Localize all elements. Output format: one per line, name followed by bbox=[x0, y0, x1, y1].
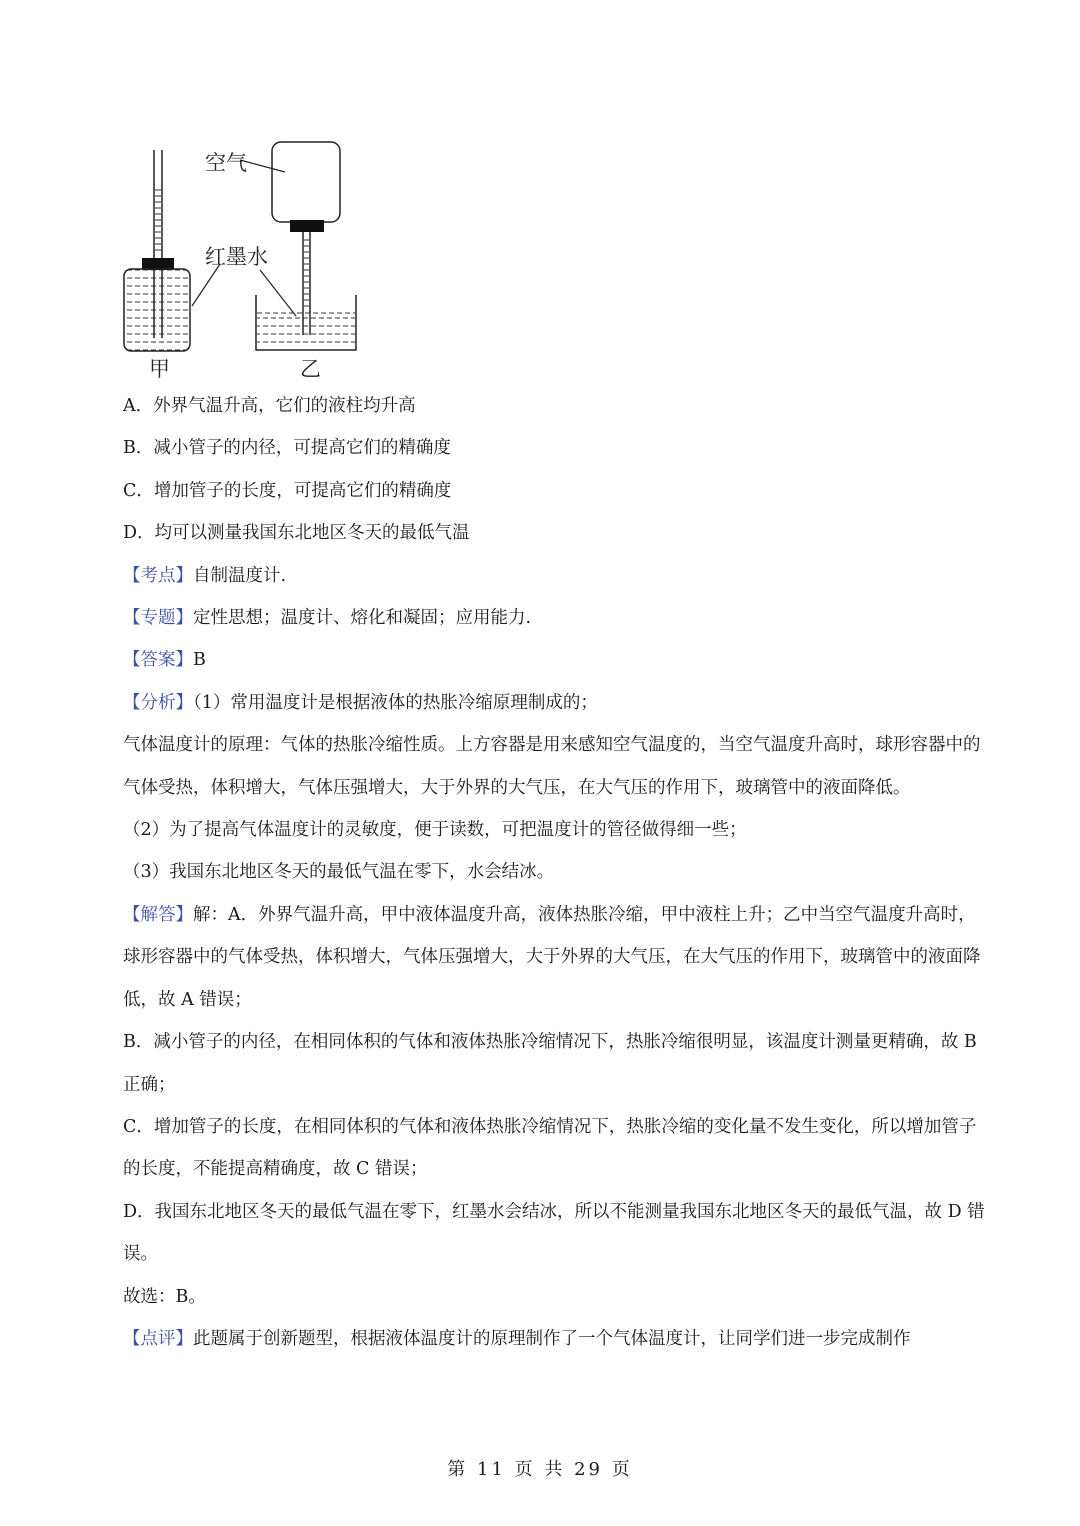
fenxi-p3: （2）为了提高气体温度计的灵敏度，便于读数，可把温度计的管径做得细一些； bbox=[123, 820, 747, 841]
label-jia: 甲 bbox=[149, 357, 170, 381]
zhuanti-section bbox=[123, 597, 993, 639]
option-d: D．均可以测量我国东北地区冬天的最低气温 bbox=[123, 523, 470, 544]
label-red-ink: 红墨水 bbox=[205, 245, 268, 269]
kaodian-text: 自制温度计. bbox=[193, 565, 287, 586]
jieda-b: B．减小管子的内径，在相同体积的气体和液体热胀冷缩情况下，热胀冷缩很明显，该温度计测量更精确，故 B 正确； bbox=[123, 1032, 977, 1095]
jieda-section bbox=[123, 894, 993, 1021]
fenxi-section bbox=[123, 682, 993, 724]
dianping-tag: 【点评】 bbox=[123, 1328, 193, 1349]
dianping-text: 此题属于创新题型，根据液体温度计的原理制作了一个气体温度计，让同学们进一步完成制作 bbox=[193, 1328, 911, 1349]
jieda-d: D．我国东北地区冬天的最低气温在零下，红墨水会结冰，所以不能测量我国东北地区冬天的最低气温，故 D 错误。 bbox=[123, 1201, 985, 1265]
jieda-conclusion: 故选：B。 bbox=[123, 1286, 206, 1307]
thermometer-figure bbox=[110, 130, 390, 380]
dianping-section bbox=[123, 1318, 993, 1360]
daan-section bbox=[123, 639, 993, 681]
option-c: C．增加管子的长度，可提高它们的精确度 bbox=[123, 480, 452, 501]
jieda-tag: 【解答】 bbox=[123, 904, 193, 925]
option-a: A．外界气温升高，它们的液柱均升高 bbox=[123, 396, 416, 416]
jieda-a: 解：A．外界气温升高，甲中液体温度升高，液体热胀冷缩，甲中液柱上升；乙中当空气温度升高时，球形容器中的气体受热，体积增大，气体压强增大，大于外界的大气压，在大气压的作用下，玻璃管中的液面降低，故 A 错误； bbox=[123, 904, 981, 1010]
label-air: 空气 bbox=[205, 151, 247, 175]
fenxi-tag: 【分析】 bbox=[123, 692, 193, 713]
label-yi: 乙 bbox=[300, 357, 321, 381]
daan-tag: 【答案】 bbox=[123, 650, 193, 671]
solution-text bbox=[123, 385, 993, 1360]
fenxi-p1: （1）常用温度计是根据液体的热胀冷缩原理制成的； bbox=[193, 692, 598, 713]
fenxi-p2: 气体温度计的原理：气体的热胀冷缩性质。上方容器是用来感知空气温度的，当空气温度升高时，球形容器中的气体受热，体积增大，气体压强增大，大于外界的大气压，在大气压的作用下，玻璃管中的液面降低。 bbox=[123, 735, 981, 798]
option-b: B．减小管子的内径，可提高它们的精确度 bbox=[123, 438, 451, 459]
kaodian-section bbox=[123, 555, 993, 597]
page-footer: 第 11 页 共 29 页 bbox=[447, 1459, 633, 1480]
jieda-c: C．增加管子的长度，在相同体积的气体和液体热胀冷缩情况下，热胀冷缩的变化量不发生变化，所以增加管子的长度，不能提高精确度，故 C 错误； bbox=[123, 1116, 977, 1180]
fenxi-p4: （3）我国东北地区冬天的最低气温在零下，水会结冰。 bbox=[123, 862, 555, 883]
daan-text: B bbox=[193, 650, 206, 671]
zhuanti-tag: 【专题】 bbox=[123, 608, 193, 629]
kaodian-tag: 【考点】 bbox=[123, 565, 193, 586]
zhuanti-text: 定性思想；温度计、熔化和凝固；应用能力. bbox=[193, 608, 532, 629]
